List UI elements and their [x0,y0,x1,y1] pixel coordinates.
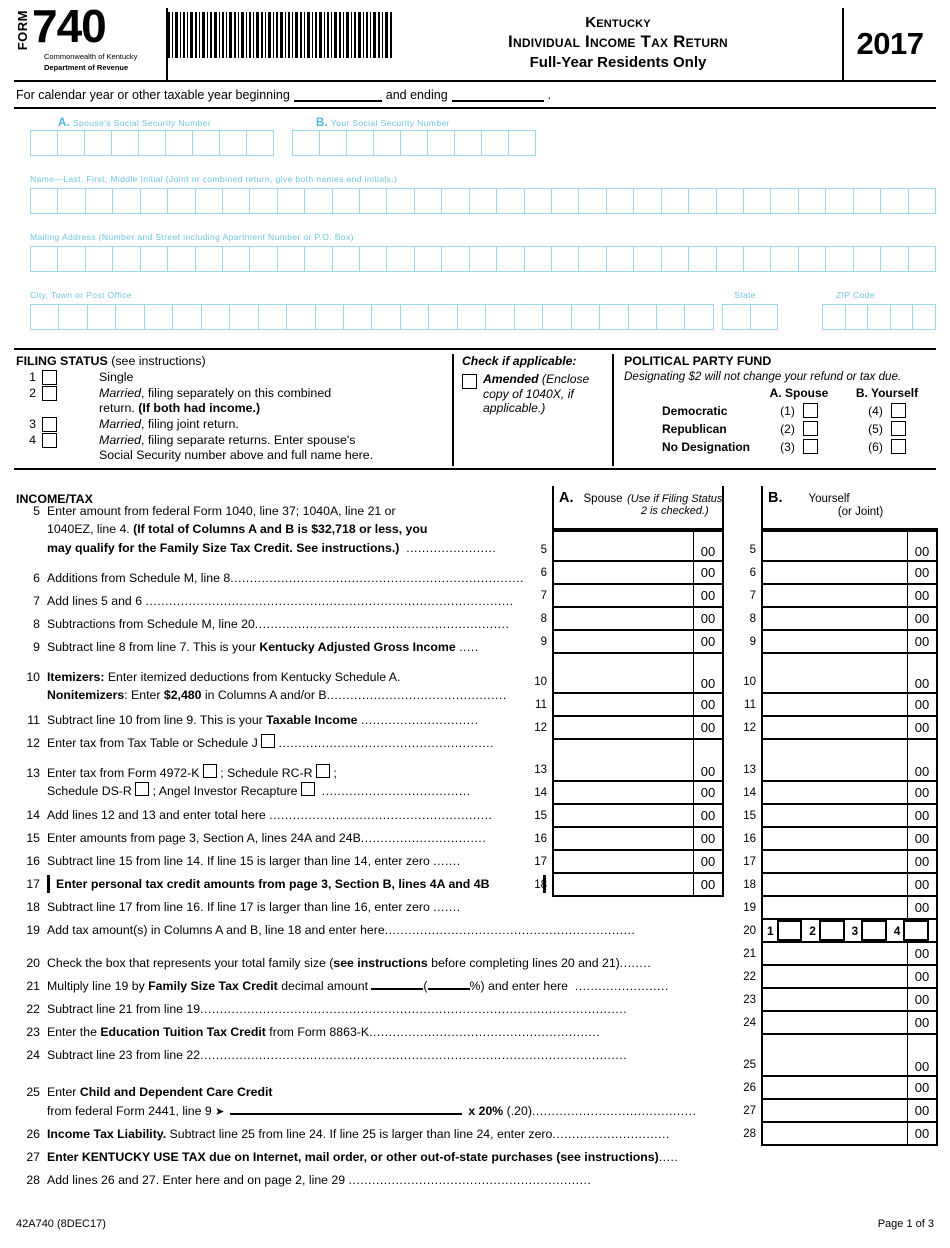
amount-a-line-7[interactable] [553,584,723,607]
line-number: 24 [26,1048,40,1062]
line-number: 27 [26,1150,40,1164]
line-text: Enter personal tax credit amounts from page 3, Section B, lines 4A and 4B [47,875,546,893]
ppf-b-number: (4) [868,403,883,418]
line-text: Subtract line 21 from line 19............................................................................................................. [47,1002,628,1016]
row-number-a-5: 5 [540,544,547,556]
line-text: Income Tax Liability. Subtract line 25 from line 24. If line 25 is larger than line 24, enter zero.............................. [47,1127,670,1141]
amount-b-line-18[interactable] [762,873,937,896]
line-number: 23 [26,1025,40,1039]
cents-b-line-18: 00 [907,874,936,895]
amount-b-line-15[interactable] [762,804,937,827]
ppf-a-number: (2) [780,421,795,436]
title-main: Individual Income Tax Return [508,31,728,51]
amount-b-line-26[interactable] [762,1076,937,1099]
form-number: 740 [32,0,106,52]
ppf-a-number: (1) [780,403,795,418]
line-text: Enter Child and Dependent Care Credit from federal Form 2441, line 9 ➤ x 20% (.20).......................................... [47,1085,697,1119]
amount-b-line-14[interactable] [762,781,937,804]
column-b-label: Yourself [808,493,850,505]
row-number-b-12: 12 [743,722,756,734]
cents-a-line-16: 00 [693,828,722,849]
family-size-label-4: 4 [893,923,901,938]
amount-b-line-16[interactable] [762,827,937,850]
column-b-letter: B. [768,490,783,506]
taxable-year-middle: and ending [385,88,448,102]
line-text: Subtract line 10 from line 9. This is your Taxable Income .............................. [47,713,479,727]
amount-b-line-11[interactable] [762,693,937,716]
line-text: Itemizers: Enter itemized deductions from Kentucky Schedule A. Nonitemizers: Enter $2,480 in Columns A and/or B.............................................. [47,670,507,703]
amount-a-line-13[interactable] [553,739,723,781]
line-number: 5 [33,504,40,518]
line-text: Check the box that represents your total family size (see instructions before completing lines 20 and 21)........ [47,956,652,970]
amount-b-line-9[interactable] [762,630,937,653]
cents-a-line-6: 00 [693,562,722,583]
row-number-a-11: 11 [535,699,547,711]
line-number: 21 [26,979,40,993]
amount-a-line-11[interactable] [553,693,723,716]
row-number-b-14: 14 [743,787,756,799]
family-size-label-1: 1 [767,923,774,938]
amount-b-line-17[interactable] [762,850,937,873]
cents-b-line-12: 00 [907,717,936,738]
row-number-a-10: 10 [534,676,547,688]
column-a-letter: A. [559,490,574,506]
row-number-b-7: 7 [749,590,756,602]
agency-line-2: Department of Revenue [44,62,129,72]
filing-status-text: Married, filing separate returns. Enter spouse's Social Security number above and full name here. [99,433,374,462]
column-a-header-divider-right [722,486,724,531]
tax-year: 2017 [856,26,924,61]
cents-a-line-7: 00 [693,585,722,606]
cents-a-line-8: 00 [693,608,722,629]
column-a-header-rule [552,528,724,530]
ppf-col-b-header: B. Yourself [855,386,919,400]
row-number-b-15: 15 [743,810,756,822]
row-number-b-23: 23 [743,994,756,1006]
row-number-b-24: 24 [743,1017,756,1029]
ppf-a-number: (3) [780,439,795,454]
row-number-b-6: 6 [749,567,756,579]
cents-a-line-17: 00 [693,851,722,872]
column-a-header-divider [552,486,554,531]
line-text: Add lines 12 and 13 and enter total here ......................................................... [47,808,493,822]
line-number: 14 [26,808,40,822]
cents-a-line-13: 00 [693,740,722,780]
row-number-a-15: 15 [534,810,547,822]
cents-b-line-23: 00 [907,989,936,1010]
family-size-checkbox-1[interactable] [777,920,803,941]
form-code: 42A740 (8DEC17) [16,1218,106,1230]
amended-note: (Enclose copy of 1040X, if applicable.) [483,372,590,416]
line-text: Enter the Education Tuition Tax Credit from Form 8863-K........................................................... [47,1025,601,1039]
title-state: Kentucky [585,13,651,31]
amount-a-line-5[interactable] [553,531,723,561]
family-size-label-2: 2 [809,923,816,938]
cents-b-line-24: 00 [907,1012,936,1033]
ppf-label: Democratic [662,403,728,418]
cents-b-line-19: 00 [907,897,936,918]
amount-a-line-12[interactable] [553,716,723,739]
row-number-b-18: 18 [743,879,756,891]
line-number: 6 [33,571,40,585]
column-b-header-divider [761,486,763,531]
line-number: 9 [33,640,40,654]
amount-b-line-25[interactable] [762,1034,937,1076]
amount-a-line-15[interactable] [553,804,723,827]
cents-b-line-8: 00 [907,608,936,629]
amount-b-line-13[interactable] [762,739,937,781]
taxable-year-suffix: . [547,88,552,102]
ppf-col-a-header: A. Spouse [769,386,829,400]
address-label: Mailing Address (Number and Street including Apartment Number or P.O. Box) [30,232,354,242]
cents-a-line-14: 00 [693,782,722,803]
cents-b-line-10: 00 [907,654,936,692]
cents-b-line-11: 00 [907,694,936,715]
cents-b-line-13: 00 [907,740,936,780]
amount-b-line-8[interactable] [762,607,937,630]
row-number-a-6: 6 [540,567,547,579]
family-size-boxes[interactable] [763,920,936,941]
amount-b-line-23[interactable] [762,988,937,1011]
cents-a-line-5: 00 [693,532,722,560]
form-word-label: FORM [15,10,30,51]
cents-a-line-12: 00 [693,717,722,738]
cents-b-line-6: 00 [907,562,936,583]
line-number: 17 [26,877,40,891]
cents-a-line-15: 00 [693,805,722,826]
amount-a-line-18[interactable] [553,873,723,896]
row-number-b-22: 22 [743,971,756,983]
line-number: 22 [26,1002,40,1016]
row-number-b-19: 19 [743,902,756,914]
line-text: Enter amount from federal Form 1040, line 37; 1040A, line 21 or 1040EZ, line 4. (If total of Columns A and B is $32,718 or less, you may qualify for the Family Size Tax Credit. See instructions.) ....................... [47,504,497,555]
row-number-b-26: 26 [743,1082,756,1094]
cents-b-line-5: 00 [907,532,936,560]
amount-a-line-6[interactable] [553,561,723,584]
filing-status-note: (see instructions) [111,354,206,368]
family-size-checkbox-2[interactable] [819,920,845,941]
ppf-title: POLITICAL PARTY FUND [624,354,772,368]
row-number-a-18: 18 [534,879,547,891]
cents-b-line-25: 00 [907,1035,936,1075]
amount-a-line-17[interactable] [553,850,723,873]
ssn-your-letter: B. [316,117,329,129]
line-text: Add lines 5 and 6 .............................................................................................. [47,594,514,608]
row-number-b-21: 21 [743,948,756,960]
amount-b-line-5[interactable] [762,531,937,561]
state-label: State [734,290,756,300]
cents-b-line-22: 00 [907,966,936,987]
check-if-applicable-title: Check if applicable: [462,354,577,368]
filing-status-text: Single [99,369,134,384]
row-number-b-11: 11 [744,699,756,711]
line-number: 11 [27,713,40,727]
column-a-label: Spouse [583,493,623,505]
amount-a-line-8[interactable] [553,607,723,630]
filing-status-number: 2 [29,386,36,400]
cents-b-line-28: 00 [907,1123,936,1144]
amount-b-line-20[interactable] [762,919,937,942]
cents-a-line-10: 00 [693,654,722,692]
row-number-a-8: 8 [540,613,547,625]
line-text: Enter tax from Tax Table or Schedule J ....................................................... [47,736,494,750]
cents-b-line-9: 00 [907,631,936,652]
row-number-b-20: 20 [743,925,756,937]
line-text: Enter tax from Form 4972-K ; Schedule RC-R ; Schedule DS-R ; Angel Investor Recapture ...................................... [47,766,471,799]
ssn-spouse-letter: A. [58,117,71,129]
arrow-icon: ➤ [215,1106,225,1119]
cents-b-line-14: 00 [907,782,936,803]
filing-status-text: Married, filing joint return. [99,416,239,431]
row-number-a-13: 13 [534,764,547,776]
line-number: 20 [26,956,40,970]
line-number: 26 [26,1127,40,1141]
column-b-note: (or Joint) [837,506,884,518]
cents-b-line-27: 00 [907,1100,936,1121]
income-tax-title: INCOME/TAX [16,492,93,506]
ppf-label: Republican [662,421,727,436]
line-number: 12 [26,736,40,750]
family-size-label-3: 3 [851,923,859,938]
cents-b-line-16: 00 [907,828,936,849]
amount-a-line-14[interactable] [553,781,723,804]
line-text: Subtract line 17 from line 16. If line 17 is larger than line 16, enter zero ....... [47,900,461,914]
amount-a-line-10[interactable] [553,653,723,693]
line-text: Enter amounts from page 3, Section A, lines 24A and 24B................................ [47,831,487,845]
line-text: Enter KENTUCKY USE TAX due on Internet, mail order, or other out-of-state purchases (see instructions)..... [47,1150,679,1164]
line-number: 28 [26,1173,40,1187]
line-text: Subtractions from Schedule M, line 20................................................................. [47,617,510,631]
filing-status-number: 3 [29,416,36,431]
row-number-a-16: 16 [534,833,547,845]
ppf-b-number: (6) [868,439,883,454]
row-number-a-7: 7 [540,590,547,602]
ppf-label: No Designation [662,439,751,454]
amount-a-line-16[interactable] [553,827,723,850]
row-number-a-12: 12 [534,722,547,734]
amount-b-line-21[interactable] [762,942,937,965]
line-number: 16 [26,854,40,868]
row-number-a-9: 9 [540,636,547,648]
amount-b-line-24[interactable] [762,1011,937,1034]
line-text: Add tax amount(s) in Columns A and B, line 18 and enter here................................................................ [47,923,636,937]
cents-b-line-21: 00 [907,943,936,964]
cents-a-line-9: 00 [693,631,722,652]
row-number-b-13: 13 [743,764,756,776]
amount-b-line-7[interactable] [762,584,937,607]
row-number-b-9: 9 [749,636,756,648]
amount-b-line-27[interactable] [762,1099,937,1122]
title-sub: Full-Year Residents Only [529,53,707,71]
line-text: Subtract line 8 from line 7. This is your Kentucky Adjusted Gross Income ..... [47,640,479,654]
cents-b-line-17: 00 [907,851,936,872]
amount-b-line-10[interactable] [762,653,937,693]
amount-b-line-28[interactable] [762,1122,937,1145]
amount-b-line-6[interactable] [762,561,937,584]
zip-label: ZIP Code [836,290,875,300]
row-number-b-25: 25 [743,1059,756,1071]
row-number-a-14: 14 [534,787,547,799]
amount-b-line-22[interactable] [762,965,937,988]
line-number: 18 [26,900,40,914]
row-number-b-10: 10 [743,676,756,688]
ssn-spouse-text: Spouse's Social Security Number [72,118,212,128]
family-size-checkbox-4[interactable] [903,920,929,941]
filing-status-number: 4 [29,433,36,448]
cents-b-line-15: 00 [907,805,936,826]
taxable-year-prefix: For calendar year or other taxable year beginning [16,88,290,102]
line-number: 19 [26,923,40,937]
amount-b-line-19[interactable] [762,896,937,919]
city-label: City, Town or Post Office [30,290,132,300]
line-text: Subtract line 23 from line 22............................................................................................................. [47,1048,628,1062]
line-number: 25 [26,1085,40,1099]
page-indicator: Page 1 of 3 [877,1218,934,1230]
row-number-b-28: 28 [743,1128,756,1140]
row-number-a-17: 17 [534,856,547,868]
ppf-note: Designating $2 will not change your refund or tax due. [624,370,902,383]
family-size-checkbox-3[interactable] [861,920,887,941]
row-number-b-16: 16 [743,833,756,845]
row-number-b-5: 5 [749,544,756,556]
row-number-b-27: 27 [743,1105,756,1117]
column-a-note: (Use if Filing Status 2 is checked.) [627,493,723,517]
row-number-b-8: 8 [749,613,756,625]
amount-b-line-12[interactable] [762,716,937,739]
name-label: Name—Last, First, Middle Initial (Joint or combined return, give both names and initials.) [30,174,398,184]
column-b-header-rule [761,528,938,530]
amount-a-line-9[interactable] [553,630,723,653]
line-number: 15 [26,831,40,845]
line-text: Add lines 26 and 27. Enter here and on page 2, line 29 .............................................................. [47,1173,592,1187]
amended-label: Amended [483,372,539,386]
ssn-your-text: Your Social Security Number [330,118,450,128]
line-text: Multiply line 19 by Family Size Tax Credit decimal amount ( %) and enter here ........................ [47,979,669,993]
filing-status-number: 1 [29,369,36,384]
line-number: 10 [26,670,40,684]
line-number: 13 [26,766,40,780]
line-number: 7 [33,594,40,608]
cents-a-line-18: 00 [693,874,722,895]
cents-b-line-26: 00 [907,1077,936,1098]
filing-status-text: Married, filing separately on this combined return. (If both had income.) [99,386,332,415]
cents-b-line-7: 00 [907,585,936,606]
line-text: Subtract line 15 from line 14. If line 15 is larger than line 14, enter zero ....... [47,854,461,868]
agency-line-1: Commonwealth of Kentucky [44,52,138,61]
filing-status-title-text: FILING STATUS [16,354,108,368]
ppf-b-number: (5) [868,421,883,436]
row-number-b-17: 17 [743,856,756,868]
line-number: 8 [33,617,40,631]
line-text: Additions from Schedule M, line 8........................................................................... [47,571,524,585]
cents-a-line-11: 00 [693,694,722,715]
